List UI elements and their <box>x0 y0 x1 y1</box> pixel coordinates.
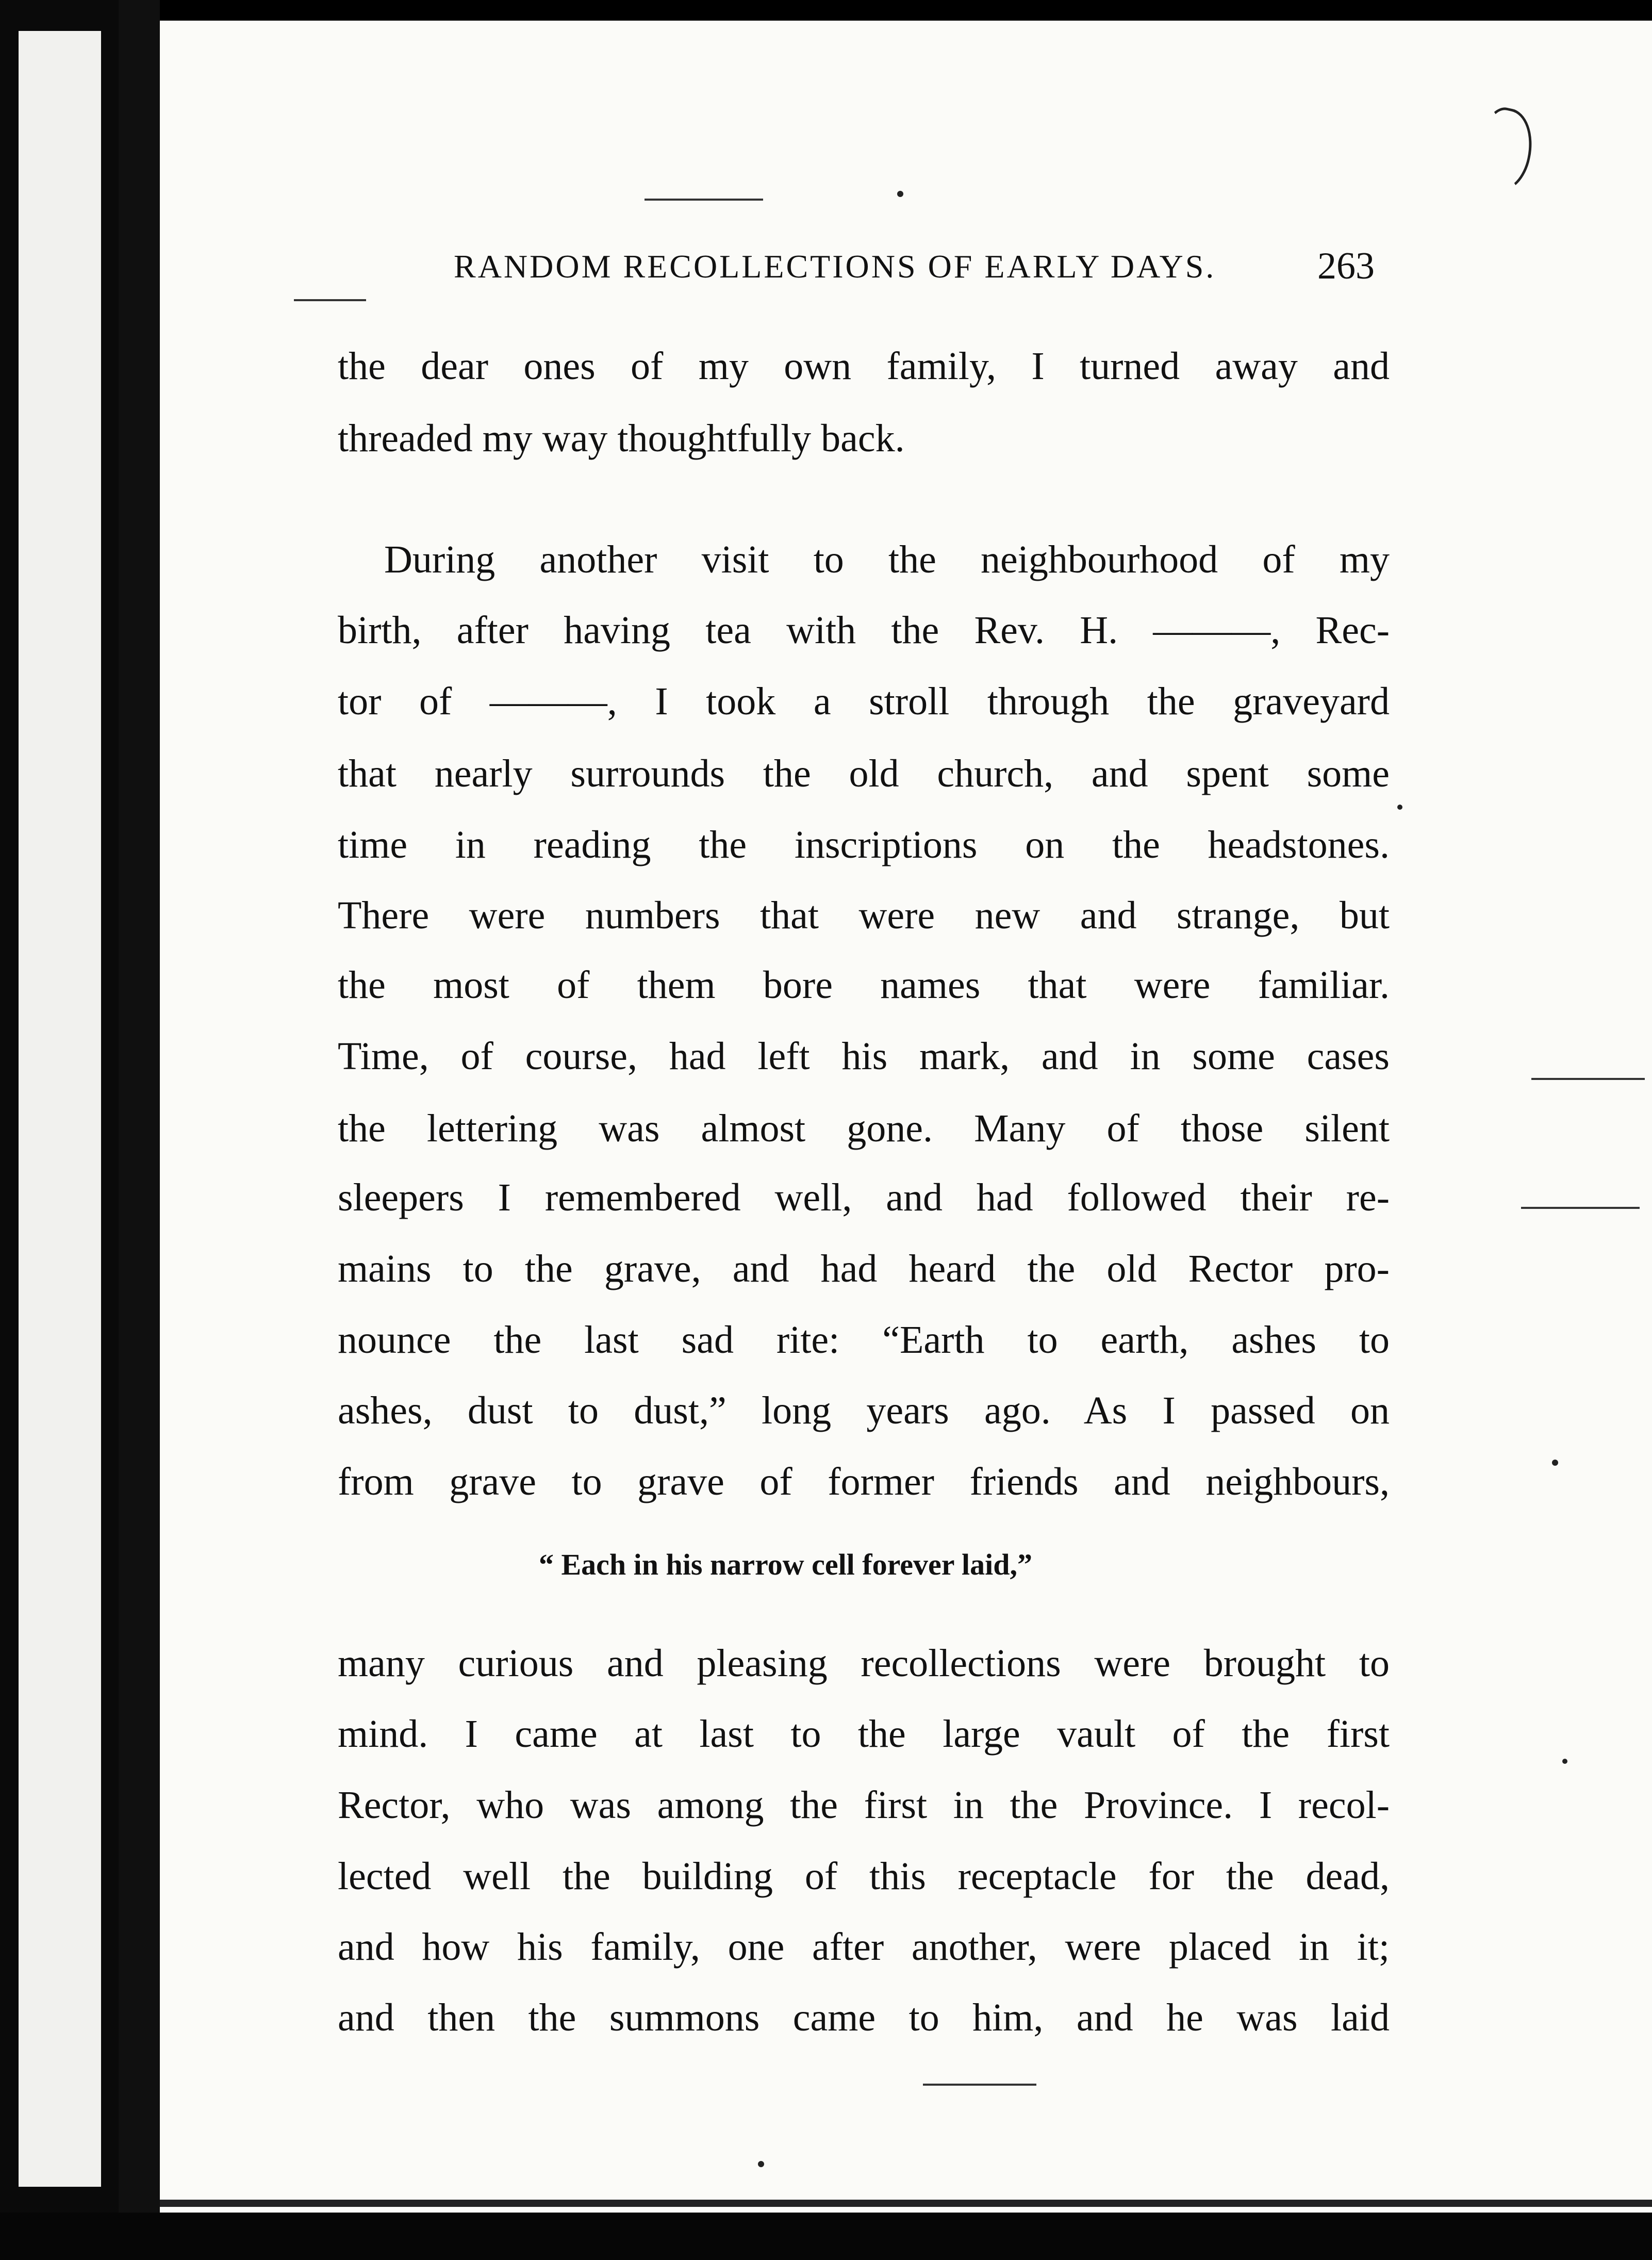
scan-speck <box>1552 1460 1558 1466</box>
scan-speck <box>1562 1759 1567 1764</box>
running-title: RANDOM RECOLLECTIONS OF EARLY DAYS. <box>454 248 1216 285</box>
block-quotation: “ Each in his narrow cell forever laid,” <box>539 1548 1032 1581</box>
scan-mark <box>923 2084 1036 2086</box>
scan-mark <box>294 299 366 301</box>
book-binding <box>119 0 160 2260</box>
text-line: the lettering was almost gone. Many of those silent <box>338 1107 1390 1150</box>
scan-left-edge <box>0 0 119 2260</box>
text-line: the dear ones of my own family, I turned away and <box>338 345 1390 388</box>
page-bottom-edge <box>160 2200 1652 2207</box>
text-line: that nearly surrounds the old church, and spent some <box>338 752 1390 795</box>
text-line: from grave to grave of former friends and neighbours, <box>338 1460 1390 1503</box>
text-line: time in reading the inscriptions on the headstones. <box>338 823 1390 866</box>
scan-speck <box>897 191 903 197</box>
scan-mark <box>645 199 763 201</box>
scan-mark <box>1531 1078 1645 1080</box>
book-page <box>160 21 1652 2213</box>
text-line: lected well the building of this receptacle for the dead, <box>338 1855 1390 1898</box>
scan-mark <box>1521 1207 1640 1209</box>
text-line: ashes, dust to dust,” long years ago. As I passed on <box>338 1389 1390 1432</box>
text-line: and how his family, one after another, were placed in it; <box>338 1925 1390 1969</box>
text-line: the most of them bore names that were familiar. <box>338 963 1390 1007</box>
scan-speck <box>758 2161 764 2167</box>
text-line: and then the summons came to him, and he was laid <box>338 1996 1390 2039</box>
text-line: sleepers I remembered well, and had followed their re- <box>338 1176 1390 1219</box>
text-line: many curious and pleasing recollections were brought to <box>338 1642 1390 1685</box>
text-line: Time, of course, had left his mark, and in some cases <box>338 1035 1390 1078</box>
text-line: threaded my way thoughtfully back. <box>338 417 905 460</box>
text-line: nounce the last sad rite: “Earth to earth, ashes to <box>338 1318 1390 1362</box>
handwritten-mark <box>1472 104 1539 195</box>
text-line: mains to the grave, and had heard the old Rector pro- <box>338 1247 1390 1290</box>
facing-page-edge <box>19 31 101 2187</box>
text-line: There were numbers that were new and strange, but <box>338 894 1390 937</box>
scan-speck <box>1397 805 1402 810</box>
page-number: 263 <box>1317 245 1375 287</box>
text-line: Rector, who was among the first in the Province. I recol- <box>338 1783 1390 1827</box>
scan-bottom-edge <box>0 2213 1652 2260</box>
text-line: tor of ———, I took a stroll through the graveyard <box>338 680 1390 723</box>
text-line: mind. I came at last to the large vault of the first <box>338 1712 1390 1756</box>
text-line: During another visit to the neighbourhood of my <box>384 538 1390 581</box>
running-header <box>160 245 1652 294</box>
text-line: birth, after having tea with the Rev. H. ———, Rec- <box>338 609 1390 652</box>
